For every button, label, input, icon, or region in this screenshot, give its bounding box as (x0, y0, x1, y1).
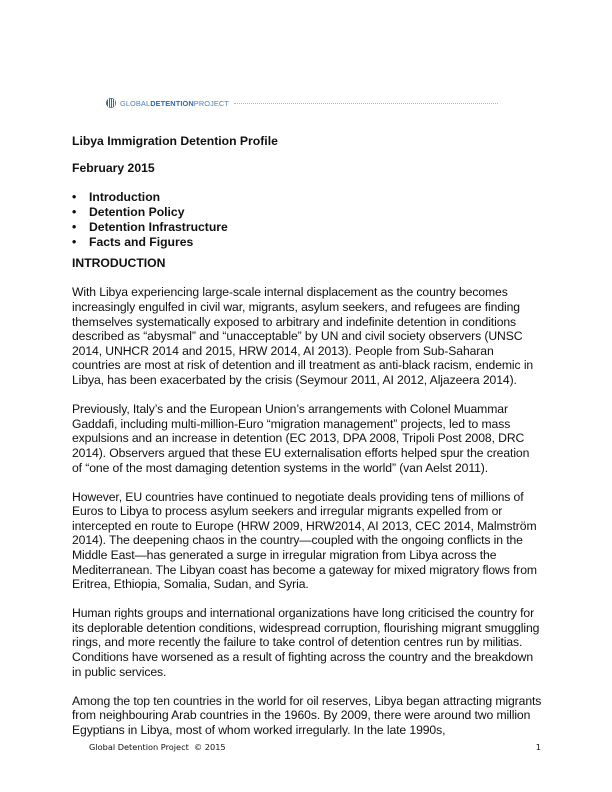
toc-item (72, 190, 542, 205)
document-title: Libya Immigration Detention Profile (72, 134, 278, 148)
toc-item (72, 205, 542, 220)
globe-icon (106, 98, 116, 108)
toc-item (72, 235, 542, 250)
page-footer (89, 742, 541, 752)
paragraph: Previously, Italy’s and the European Union’s arrangements with Colonel Muammar Gaddafi, including multi-million-Euro “migration management” projects, led to mass expulsions and an increase in detention (EC 2013, DPA 2008, Tripoli Post 2008, DRC 2014). Observers argued that these EU externalisation efforts helped spur the creation of “one of the most damaging detention systems in the world” (van Aelst 2011). (72, 402, 530, 475)
section-heading: INTRODUCTION (72, 256, 166, 271)
bullet-icon: • (72, 204, 77, 219)
page-number: 1 (535, 742, 541, 752)
logo-wordmark (120, 99, 229, 108)
bullet-icon: • (72, 219, 77, 234)
toc-item-label: Detention Policy (89, 204, 185, 219)
toc-item-label: Facts and Figures (89, 234, 194, 249)
paragraph: However, EU countries have continued to negotiate deals providing tens of millions of Euros to Libya to process asylum seekers and irregular migrants expelled from or intercepted en route to Europe (HRW 2009, HRW2014, AI 2013, CEC 2014, Malmström 2014). The deepening chaos in the country—coupled with the ongoing conflicts in the Middle East—has generated a surge in irregular migration from Libya across the Mediterranean. The Libyan coast has become a gateway for mixed migratory flows from Eritrea, Ethiopia, Somalia, Sudan, and Syria. (72, 489, 537, 592)
document-body (72, 134, 542, 738)
header-divider (234, 103, 498, 104)
paragraph: With Libya experiencing large-scale internal displacement as the country becomes increasingly engulfed in civil war, migrants, asylum seekers, and refugees are finding themselves systematically exposed to arbitrary and indefinite detention in conditions described as “abysmal” and “unacceptable” by UN and civil society observers (UNSC 2014, UNHCR 2014 and 2015, HRW 2014, AI 2013). People from Sub-Saharan countries are most at risk of detention and ill treatment as anti-black racism, endemic in Libya, has been exacerbated by the crisis (Seymour 2011, AI 2012, Aljazeera 2014). (72, 285, 534, 388)
paragraph: Among the top ten countries in the world for oil reserves, Libya began attracting migrants from neighbouring Arab countries in the 1960s. By 2009, there were around two million Egyptians in Libya, most of whom worked irregularly. In the late 1990s, (72, 693, 542, 737)
logo-text-global: GLOBAL (120, 98, 151, 108)
page-header (106, 96, 498, 110)
paragraph: Human rights groups and international organizations have long criticised the country for its deplorable detention conditions, widespread corruption, flourishing migrant smuggling rings, and more recently the failure to take control of detention centres run by militias. Conditions have worsened as a result of fighting across the country and the breakdown in public services. (72, 606, 540, 679)
table-of-contents (72, 190, 542, 249)
document-date: February 2015 (72, 160, 155, 175)
toc-item (72, 220, 542, 235)
toc-item-label: Introduction (89, 190, 161, 205)
toc-item-label: Detention Infrastructure (89, 219, 228, 234)
bullet-icon: • (72, 190, 77, 205)
logo-text-detention: DETENTION (150, 98, 194, 108)
logo-text-project: PROJECT (193, 98, 229, 108)
footer-copyright: Global Detention Project © 2015 (89, 742, 226, 752)
bullet-icon: • (72, 234, 77, 249)
